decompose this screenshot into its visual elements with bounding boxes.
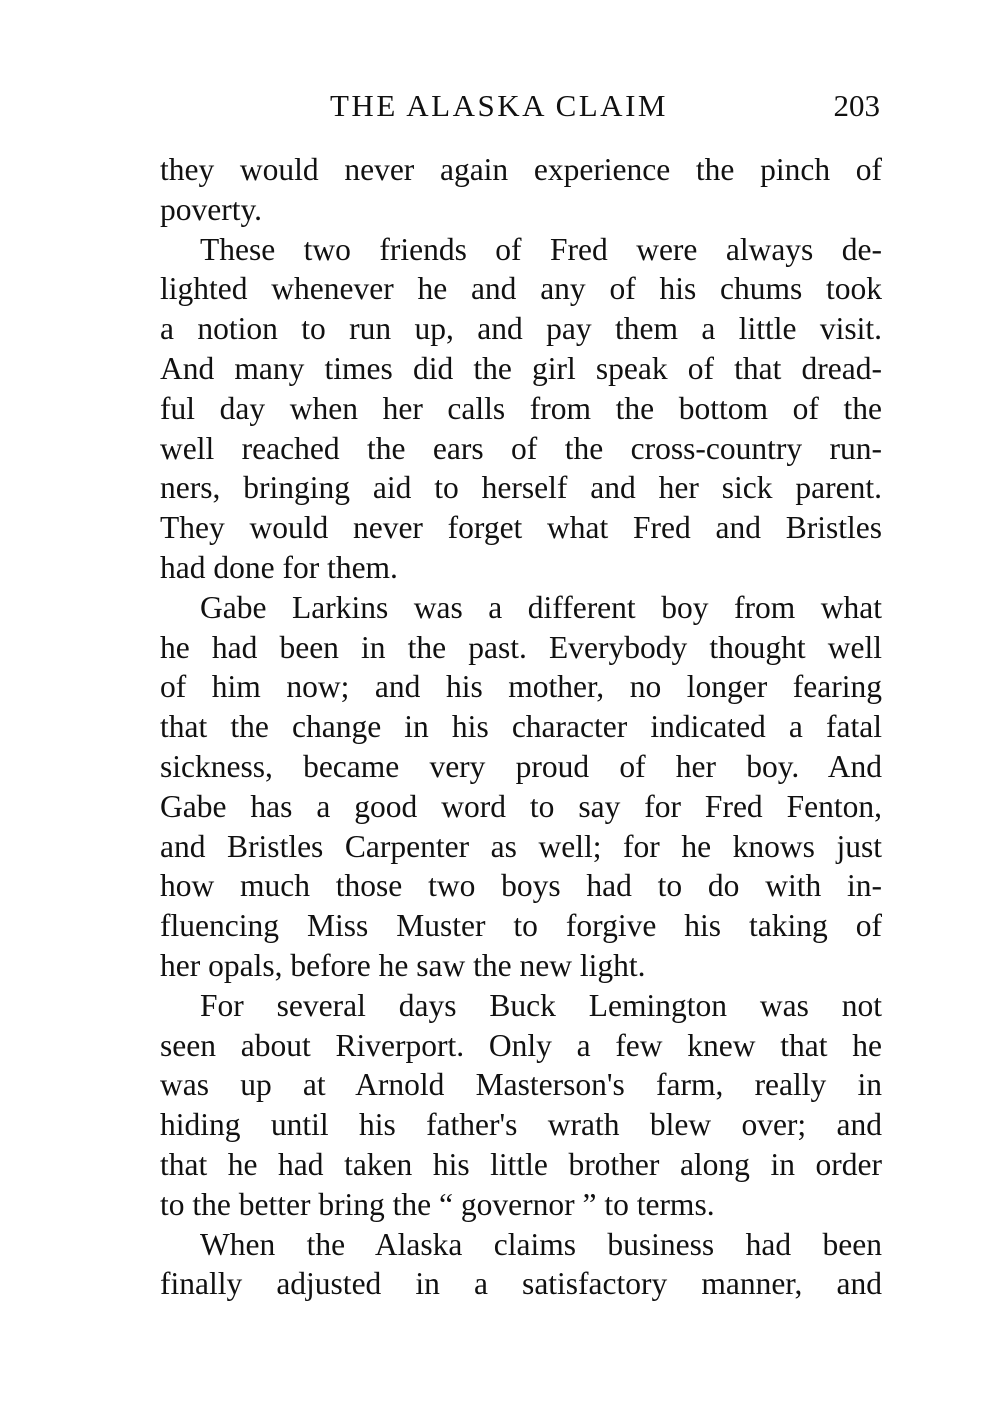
text-line: a notion to run up, and pay them a little visit.	[160, 311, 882, 347]
text-line: Gabe Larkins was a different boy from what	[200, 589, 882, 625]
body-text	[160, 150, 882, 1304]
page-number: 203	[833, 88, 880, 123]
text-line: hiding until his father's wrath blew over; and	[160, 1107, 882, 1143]
text-line: finally adjusted in a satisfactory manner, and	[160, 1266, 882, 1302]
text-line: These two friends of Fred were always de-	[200, 231, 882, 267]
text-line: seen about Riverport. Only a few knew that he	[160, 1027, 882, 1063]
text-line: ful day when her calls from the bottom of the	[160, 390, 882, 426]
text-line: that he had taken his little brother along in order	[160, 1146, 882, 1182]
text-line: When the Alaska claims business had been	[200, 1226, 882, 1262]
text-line: And many times did the girl speak of that dread-	[160, 350, 882, 386]
text-line: For several days Buck Lemington was not	[200, 987, 882, 1023]
text-line: Gabe has a good word to say for Fred Fenton,	[160, 788, 882, 824]
text-line: poverty.	[160, 191, 263, 227]
text-line: lighted whenever he and any of his chums took	[160, 271, 882, 307]
text-line: of him now; and his mother, no longer fearing	[160, 669, 882, 705]
text-line: to the better bring the “ governor ” to terms.	[160, 1186, 715, 1222]
text-line: that the change in his character indicated a fatal	[160, 709, 882, 745]
text-line: her opals, before he saw the new light.	[160, 947, 646, 983]
text-line: fluencing Miss Muster to forgive his taking of	[160, 908, 882, 944]
text-line: had done for them.	[160, 549, 398, 585]
text-line: well reached the ears of the cross-country run-	[160, 430, 882, 466]
text-line: They would never forget what Fred and Bristles	[160, 510, 882, 546]
running-head	[160, 84, 880, 128]
text-line: was up at Arnold Masterson's farm, really in	[160, 1067, 882, 1103]
running-title: THE ALASKA CLAIM	[330, 88, 668, 123]
text-line: he had been in the past. Everybody thought well	[160, 629, 882, 665]
text-line: they would never again experience the pinch of	[160, 152, 882, 187]
text-line: sickness, became very proud of her boy. And	[160, 748, 882, 784]
text-line: how much those two boys had to do with in-	[160, 868, 882, 904]
text-line: ners, bringing aid to herself and her sick parent.	[160, 470, 882, 506]
text-line: and Bristles Carpenter as well; for he knows just	[160, 828, 882, 864]
